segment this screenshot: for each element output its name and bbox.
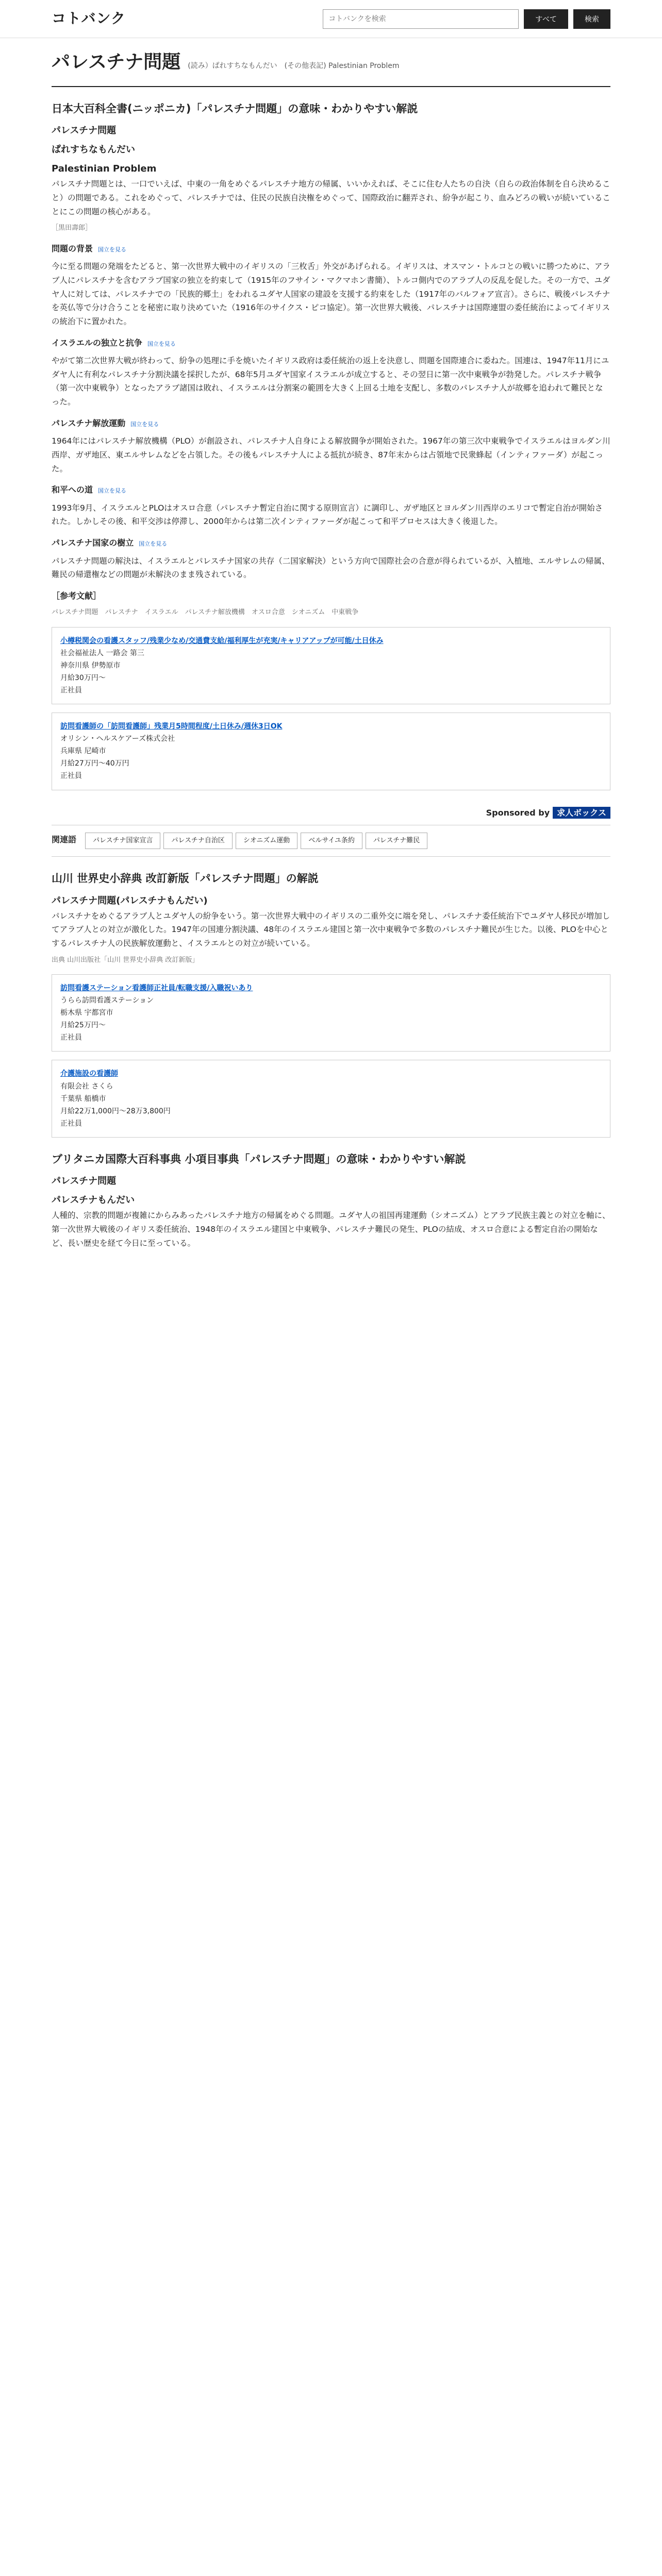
job-location: 神奈川県 伊勢原市 xyxy=(60,661,121,670)
related-heading: 関連語 xyxy=(52,835,77,845)
job-type: 正社員 xyxy=(60,772,82,781)
entry-kana: パレスチナもんだい xyxy=(52,1195,135,1206)
section-body: 今に至る問題の発端をたどると、第一次世界大戦中のイギリスの「三枚舌」外交があげられる。イギリスは、オスマン・トルコとの戦いに勝つために、アラブ人にパレスチナを含むアラブ国家の独立を約束して（1915年のフサイン・マクマホン書簡）、トルコ側内でのアラブ人の反乱を促した。その一方で、ユダヤ人に対しては、パレスチナでの「民族的郷土」をわれるユダヤ人国家の建設を支援する約束をした（1917年のバルフォア宣言）。さらに、戦後パレスチナを英仏等で分け合うことを秘密に取り決めていた（1916年のサイクス・ピコ協定）。第一次世界大戦後、パレスチナは国際連盟の委任統治によってイギリスの統治下に置かれた。 xyxy=(52,262,610,326)
job-title[interactable]: 訪問看護ステーション看護師正社員/転職支援/入職祝いあり xyxy=(60,984,253,993)
section-body: パレスチナ問題の解決は、イスラエルとパレスチナ国家の共存（二国家解決）という方向で国際社会の合意が得られているが、入植地、エルサレムの帰属、難民の帰還権などの問題が未解決のまま残されている。 xyxy=(52,556,610,580)
job-location: 千葉県 船橋市 xyxy=(60,1094,106,1103)
section xyxy=(52,336,610,409)
job-ads xyxy=(52,627,610,790)
source-note: 出典 山川出版社「山川 世界史小辞典 改訂新版」 xyxy=(52,956,199,964)
job-company: 有限会社 さくら xyxy=(60,1082,113,1091)
section-link[interactable]: 国立を見る xyxy=(98,246,127,253)
section xyxy=(52,242,610,329)
job-title[interactable]: 介護施設の看護師 xyxy=(60,1070,118,1078)
related-term[interactable]: パレスチナ国家宣言 xyxy=(85,833,160,849)
page-title: パレスチナ問題 (読み）ぱれすちなもんだい (その他表記) Palestinian Problem xyxy=(52,52,400,73)
source-heading: 日本大百科全書(ニッポニカ)「パレスチナ問題」の意味・わかりやすい解説 xyxy=(52,102,418,115)
job-location: 兵庫県 尼崎市 xyxy=(60,747,106,756)
job-ad[interactable] xyxy=(52,713,610,790)
section-link[interactable]: 国立を見る xyxy=(139,540,168,548)
job-location: 栃木県 宇都宮市 xyxy=(60,1009,113,1018)
source-yamakawa xyxy=(52,869,610,966)
job-company: オリシン・ヘルスケアーズ株式会社 xyxy=(60,735,175,743)
entry-body: 人種的、宗教的問題が複雑にからみあったパレスチナ地方の帰属をめぐる問題。ユダヤ人の祖国再建運動（シオニズム）とアラブ民族主義との対立を軸に、第一次世界大戦後のイギリス委任統治、1948年のイスラエル建国と中東戦争、パレスチナ難民の発生、PLOの結成、オスロ合意による暫定自治の開始など、長い歴史を経て今日に至っている。 xyxy=(52,1211,610,1248)
related-term[interactable]: パレスチナ自治区 xyxy=(163,833,232,849)
entry-term: パレスチナ問題(パレスチナもんだい) xyxy=(52,895,208,906)
section-title: イスラエルの独立と抗争 国立を見る xyxy=(52,337,176,348)
category-select[interactable]: すべて xyxy=(524,9,568,29)
entry-body: パレスチナをめぐるアラブ人とユダヤ人の紛争をいう。第一次世界大戦中のイギリスの二重外交に端を発し、パレスチナ委任統治下でユダヤ人移民が増加してアラブ人との対立が激化した。1947年の国連分割決議、48年のイスラエル建国と第一次中東戦争で多数のパレスチナ難民が生じた。以後、PLOを中心とするパレスチナ人の民族解放運動と、イスラエルとの対立が続いている。 xyxy=(52,911,610,948)
job-type: 正社員 xyxy=(60,686,82,695)
job-ad[interactable] xyxy=(52,1060,610,1137)
job-title[interactable]: 小樽税関会の看護スタッフ/残業少なめ/交通費支給/福利厚生が充実/キャリアアップが可能/土日休み xyxy=(60,636,384,645)
search-input[interactable] xyxy=(323,9,519,29)
entry-term: パレスチナ問題 xyxy=(52,1175,117,1187)
job-title[interactable]: 訪問看護師の「訪問看護師」残業月5時間程度/土日休み/週休3日OK xyxy=(60,722,283,731)
section-title: 問題の背景 国立を見る xyxy=(52,243,127,253)
sponsor: Sponsored by 求人ボックス xyxy=(52,806,610,820)
section xyxy=(52,536,610,582)
section-link[interactable]: 国立を見る xyxy=(98,487,127,495)
source-heading: 山川 世界史小辞典 改訂新版「パレスチナ問題」の解説 xyxy=(52,872,319,885)
search-button[interactable]: 検索 xyxy=(573,9,610,29)
top-bar xyxy=(0,0,662,38)
intro-paragraph: パレスチナ問題とは、一口でいえば、中東の一角をめぐるパレスチナ地方の帰属、いいかえれば、そこに住む人たちの自決（自らの政治体制を自ら決めること）の問題である。これをめぐって、パレスチナでは、住民の民族自決権をめぐって、国際政治に翻弄され、紛争が起こり、血みどろの戦いが続いていることにこの問題の核心がある。 xyxy=(52,179,610,216)
related-term[interactable]: ベルサイユ条約 xyxy=(301,833,362,849)
section-body: 1993年9月、イスラエルとPLOはオスロ合意（パレスチナ暫定自治に関する原則宣言）に調印し、ガザ地区とヨルダン川西岸のエリコで暫定自治が開始された。しかしその後、和平交渉は停滞し、2000年からは第二次インティファーダが起こって和平プロセスは大きく後退した。 xyxy=(52,503,603,527)
page-reading: (読み）ぱれすちなもんだい (その他表記) Palestinian Problem xyxy=(188,62,400,70)
job-pay: 月給25万円〜 xyxy=(60,1021,106,1030)
job-ads xyxy=(52,974,610,1138)
related-term[interactable]: シオニズム運動 xyxy=(236,833,297,849)
job-type: 正社員 xyxy=(60,1033,82,1042)
job-type: 正社員 xyxy=(60,1119,82,1128)
section xyxy=(52,416,610,476)
section-title: パレスチナ解放運動 国立を見る xyxy=(52,418,159,428)
search-area xyxy=(323,9,610,29)
section-title: パレスチナ国家の樹立 国立を見る xyxy=(52,538,168,548)
related-term[interactable]: パレスチナ難民 xyxy=(366,833,427,849)
sections xyxy=(52,242,610,582)
keywords: パレスチナ問題 パレスチナ イスラエル パレスチナ解放機構 オスロ合意 シオニズム 中東戦争 xyxy=(52,608,359,617)
source-nipponica xyxy=(52,99,610,619)
author-note: ［黒田壽郎］ xyxy=(52,224,92,232)
sponsor-brand[interactable]: 求人ボックス xyxy=(553,807,610,819)
job-pay: 月給27万円〜40万円 xyxy=(60,759,129,768)
job-ad[interactable] xyxy=(52,974,610,1052)
section xyxy=(52,483,610,529)
related-terms xyxy=(52,825,610,857)
entry-english: Palestinian Problem xyxy=(52,163,157,175)
biblio-label: ［参考文献］ xyxy=(52,590,102,601)
entry-kana: ぱれすちなもんだい xyxy=(52,144,135,156)
job-company: うらら訪問看護ステーション xyxy=(60,996,154,1005)
source-britannica xyxy=(52,1150,610,1250)
entry-term: パレスチナ問題 xyxy=(52,125,117,136)
section-link[interactable]: 国立を見る xyxy=(147,340,176,347)
job-ad[interactable] xyxy=(52,627,610,704)
section-link[interactable]: 国立を見る xyxy=(130,420,159,428)
site-logo[interactable]: コトバンク xyxy=(52,10,126,27)
section-body: やがて第二次世界大戦が終わって、紛争の処理に手を焼いたイギリス政府は委任統治の返上を決意し、問題を国際連合に委ねた。国連は、1947年11月にユダヤ人に有利なパレスチナ分割決議を採択したが、68年5月ユダヤ国家イスラエルが成立すると、その翌日に第一次中東戦争が勃発した。パレスチナ戦争（第一次中東戦争）となったアラブ諸国は敗れ、イスラエルは分割案の範囲を大きく上回る土地を支配し、多数のパレスチナ人が故郷を追われて難民となった。 xyxy=(52,356,609,407)
section-body: 1964年にはパレスチナ解放機構（PLO）が創設され、パレスチナ人自身による解放闘争が開始された。1967年の第三次中東戦争でイスラエルはヨルダン川西岸、ガザ地区、東エルサレムなどを占領した。その後もパレスチナ人による抵抗が続き、87年末からは占領地で民衆蜂起（インティファーダ）が起こった。 xyxy=(52,436,610,473)
source-heading: ブリタニカ国際大百科事典 小項目事典「パレスチナ問題」の意味・わかりやすい解説 xyxy=(52,1153,466,1165)
main-content xyxy=(0,50,662,1250)
job-pay: 月給22万1,000円〜28万3,800円 xyxy=(60,1107,171,1115)
job-company: 社会福祉法人 一路会 第三 xyxy=(60,649,144,657)
job-pay: 月給30万円〜 xyxy=(60,673,106,682)
section-title: 和平への道 国立を見る xyxy=(52,485,127,495)
